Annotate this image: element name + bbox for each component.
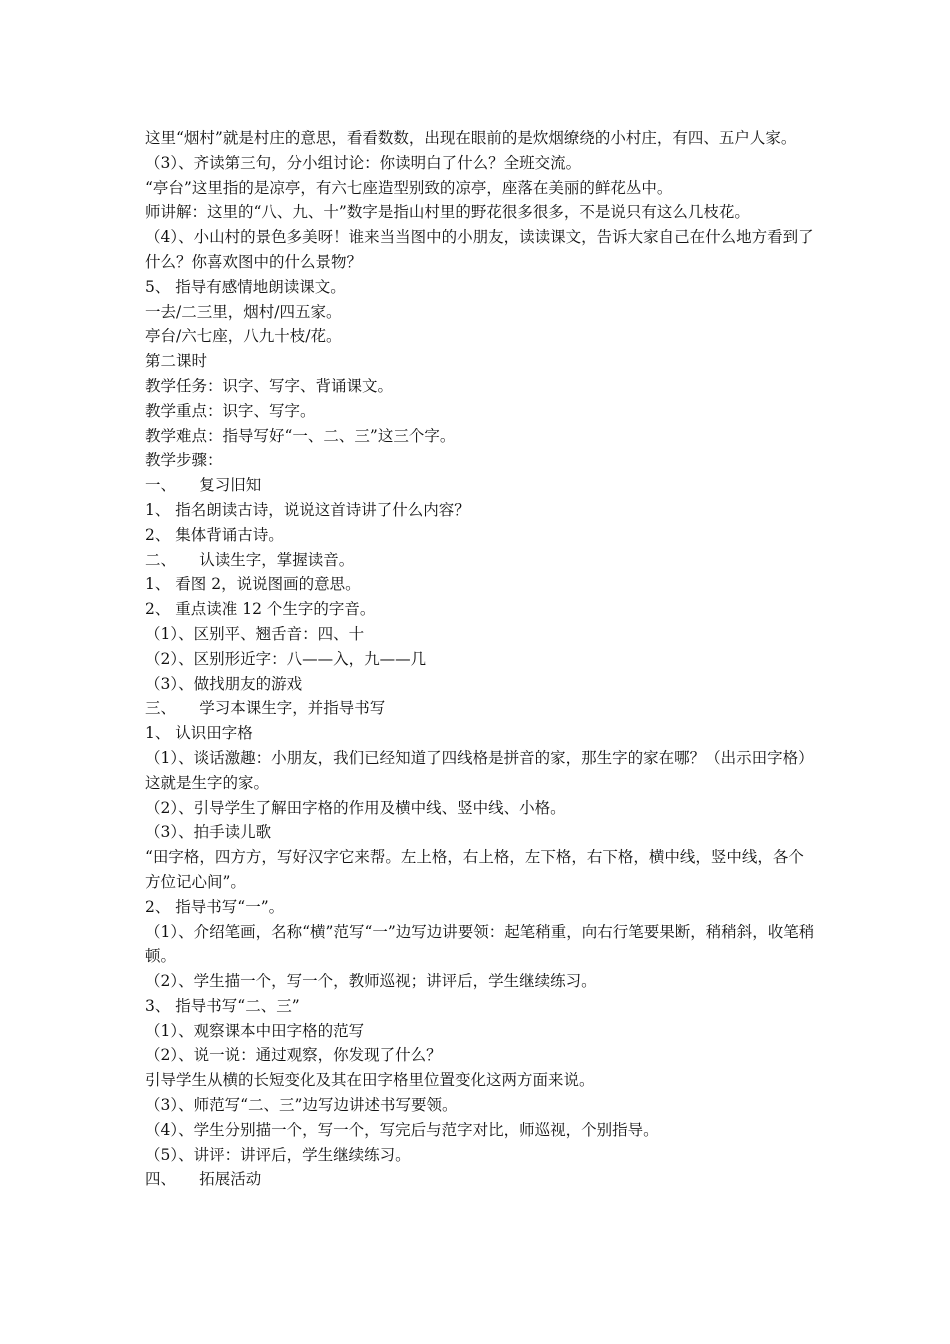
step-heading: 三、 学习本课生字，并指导书写 — [145, 699, 386, 718]
paragraph: （3）、齐读第三句，分小组讨论：你读明白了什么？全班交流。 — [145, 153, 582, 172]
paragraph: 亭台/六七座，八九十枝/花。 — [145, 327, 342, 346]
list-item: （5）、讲评：讲评后，学生继续练习。 — [145, 1145, 411, 1164]
list-item: 2、 集体背诵古诗。 — [145, 525, 284, 544]
list-item: （1）、区别平、翘舌音：四、十 — [145, 624, 365, 643]
paragraph: 这里“烟村”就是村庄的意思，看看数数，出现在眼前的是炊烟缭绕的小村庄，有四、五户人家。 — [145, 129, 797, 147]
list-item: （1）、介绍笔画，名称“横”范写“一”边写边讲要领：起笔稍重，向右行笔要果断，稍稍斜，收笔稍顿。 — [145, 922, 815, 966]
step-heading: 一、 复习旧知 — [145, 476, 262, 495]
list-item: 1、 看图 2，说说图画的意思。 — [145, 575, 361, 594]
paragraph: 教学难点：指导写好“一、二、三”这三个字。 — [145, 426, 456, 445]
paragraph: 师讲解：这里的“八、九、十”数字是指山村里的野花很多很多，不是说只有这么几枝花。 — [145, 203, 750, 222]
list-item: （3）、做找朋友的游戏 — [145, 674, 303, 693]
list-item: （4）、学生分别描一个，写一个，写完后与范字对比，师巡视，个别指导。 — [145, 1120, 659, 1139]
list-item: （1）、谈话激趣：小朋友，我们已经知道了四线格是拼音的家，那生字的家在哪？（出示田字格）这就是生字的家。 — [145, 748, 814, 792]
list-item: 1、 认识田字格 — [145, 724, 253, 743]
paragraph: 5、 指导有感情地朗读课文。 — [145, 277, 346, 296]
section-heading: 第二课时 — [145, 352, 208, 371]
list-item: 2、 指导书写“一”。 — [145, 897, 285, 916]
paragraph: （4）、小山村的景色多美呀！谁来当当图中的小朋友，读读课文，告诉大家自己在什么地方看到了什么？你喜欢图中的什么景物？ — [145, 228, 814, 271]
paragraph: “田字格，四方方，写好汉字它来帮。左上格，右上格，左下格，右下格，横中线，竖中线，各个方位记心间”。 — [145, 848, 804, 891]
list-item: （3）、拍手读儿歌 — [145, 823, 272, 842]
list-item: （1）、观察课本中田字格的范写 — [145, 1021, 365, 1040]
list-item: （3）、师范写“二、三”边写边讲述书写要领。 — [145, 1096, 458, 1115]
list-item: 2、 重点读准 12 个生字的字音。 — [145, 600, 376, 619]
list-item: （2）、学生描一个，写一个，教师巡视；讲评后，学生继续练习。 — [145, 972, 597, 991]
document-body — [145, 126, 817, 1192]
paragraph: 教学重点：识字、写字。 — [145, 401, 316, 420]
paragraph: 引导学生从横的长短变化及其在田字格里位置变化这两方面来说。 — [145, 1071, 595, 1090]
list-item: 1、 指名朗读古诗，说说这首诗讲了什么内容？ — [145, 500, 470, 519]
step-heading: 四、 拓展活动 — [145, 1170, 262, 1189]
list-item: （2）、区别形近字：八——入，九——几 — [145, 649, 427, 668]
list-item: （2）、引导学生了解田字格的作用及横中线、竖中线、小格。 — [145, 798, 566, 817]
list-item: 3、 指导书写“二、三” — [145, 996, 300, 1015]
paragraph: 一去/二三里，烟村/四五家。 — [145, 302, 342, 321]
list-item: （2）、说一说：通过观察，你发现了什么？ — [145, 1046, 442, 1065]
paragraph: 教学任务：识字、写字、背诵课文。 — [145, 376, 394, 395]
paragraph: “亭台”这里指的是凉亭，有六七座造型别致的凉亭，座落在美丽的鲜花丛中。 — [145, 178, 673, 197]
paragraph: 教学步骤： — [145, 451, 223, 470]
step-heading: 二、 认读生字，掌握读音。 — [145, 550, 355, 569]
